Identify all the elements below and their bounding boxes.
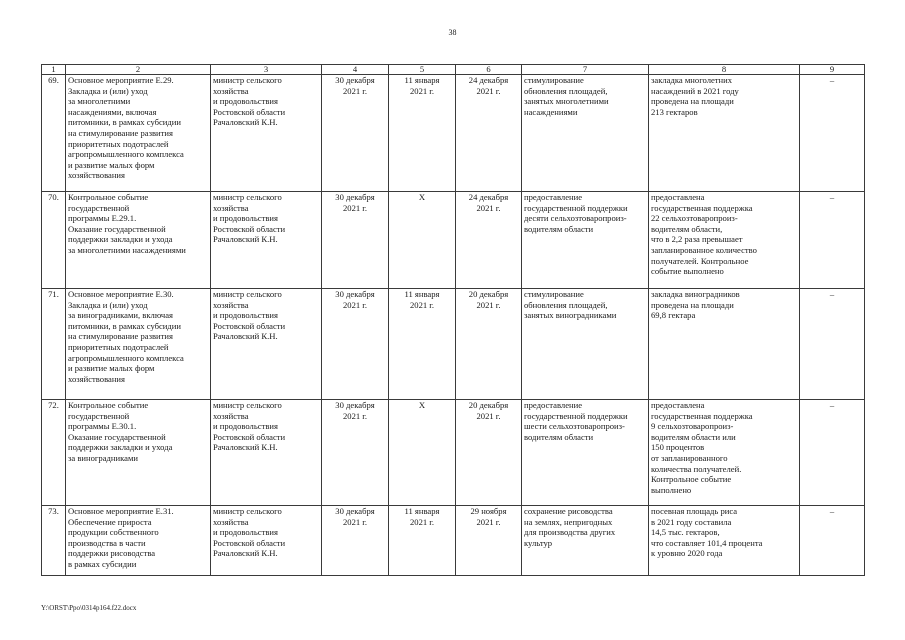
cell-line: приоритетных подотраслей xyxy=(68,341,169,352)
cell-line: 2021 г. xyxy=(476,202,501,213)
cell-line: проведена на площади xyxy=(651,96,734,107)
cell-line: 2021 г. xyxy=(409,85,435,96)
cell-line: событие выполнено xyxy=(651,266,724,277)
cell-line: 213 гектаров xyxy=(651,106,698,117)
cell-line: 30 декабря xyxy=(335,75,375,85)
responsible-cell xyxy=(211,506,322,576)
cell-line: государственной поддержки xyxy=(524,410,628,421)
cell-line: хозяйства xyxy=(213,85,249,96)
plan-end-date-cell xyxy=(389,506,456,576)
cell-line: Закладка и (или) уход xyxy=(68,299,148,310)
cell-line: от запланированного xyxy=(651,452,728,463)
cell-line: 2021 г. xyxy=(409,299,435,310)
col-header-6: 6 xyxy=(456,65,522,75)
cell-line: за виноградниками, включая xyxy=(68,310,174,321)
cell-line: предоставлена xyxy=(651,400,705,410)
cell-line: Ростовской области xyxy=(213,537,286,548)
cell-line: 11 января xyxy=(404,289,440,299)
cell-line: 30 декабря xyxy=(335,506,375,516)
cell-line: 9 сельхозтоваропроиз- xyxy=(651,421,734,432)
cell-line: водителям области или xyxy=(651,431,736,442)
col-header-4: 4 xyxy=(322,65,389,75)
plan-end-date-cell xyxy=(389,192,456,289)
note-cell: – xyxy=(800,400,865,506)
page-number: 38 xyxy=(448,28,457,37)
cell-line: поддержки закладки и ухода xyxy=(68,442,173,453)
note-cell: – xyxy=(800,192,865,289)
cell-line: стимулирование xyxy=(524,289,584,299)
cell-line: 69,8 гектара xyxy=(651,310,696,321)
actual-result-cell xyxy=(649,75,800,192)
responsible-cell xyxy=(211,75,322,192)
cell-line: обновления площадей, xyxy=(524,299,608,310)
cell-line: за многолетними xyxy=(68,96,131,107)
event-cell xyxy=(66,400,211,506)
col-header-7: 7 xyxy=(522,65,649,75)
cell-line: 2021 г. xyxy=(476,299,501,310)
cell-line: приоритетных подотраслей xyxy=(68,138,169,149)
cell-line: Контрольное событие xyxy=(651,474,732,485)
event-cell xyxy=(66,289,211,400)
cell-line: 2021 г. xyxy=(342,299,368,310)
cell-line: Ростовской области xyxy=(213,106,286,117)
cell-line: и продовольствия xyxy=(213,96,278,107)
row-number: 73. xyxy=(42,506,66,576)
cell-line: закладка многолетних xyxy=(651,75,733,85)
header-row xyxy=(42,65,865,75)
cell-line: и продовольствия xyxy=(213,527,278,538)
cell-line: Рачаловский К.Н. xyxy=(213,117,278,128)
cell-line: предоставлена xyxy=(651,192,705,202)
cell-line: государственной xyxy=(68,202,130,213)
cell-line: Основное мероприятие Е.31. xyxy=(68,506,174,516)
cell-line: получателей. Контрольное xyxy=(651,255,749,266)
start-date-cell xyxy=(322,192,389,289)
cell-line: 2021 г. xyxy=(342,202,368,213)
cell-line: Закладка и (или) уход xyxy=(68,85,148,96)
plan-end-date-cell xyxy=(389,289,456,400)
cell-line: 30 декабря xyxy=(335,289,375,299)
cell-line: 2021 г. xyxy=(409,516,435,527)
cell-line: и развитие малых форм xyxy=(68,363,155,374)
note-cell: – xyxy=(800,75,865,192)
cell-line: государственной xyxy=(68,410,130,421)
start-date-cell xyxy=(322,506,389,576)
cell-line: выполнено xyxy=(651,484,692,495)
cell-line: насаждениями xyxy=(524,106,578,117)
cell-line: 20 декабря xyxy=(468,289,509,299)
cell-line: питомники, в рамках субсидии xyxy=(68,117,181,128)
col-header-1: 1 xyxy=(42,65,66,75)
table-body xyxy=(42,75,865,576)
cell-line: хозяйствования xyxy=(68,170,125,181)
cell-line: Обеспечение прироста xyxy=(68,516,152,527)
col-header-5: 5 xyxy=(389,65,456,75)
cell-line: Контрольное событие xyxy=(68,400,149,410)
cell-line: поддержки рисоводства xyxy=(68,548,156,559)
plan-end-date-cell xyxy=(389,75,456,192)
cell-line: министр сельского xyxy=(213,75,282,85)
event-cell xyxy=(66,75,211,192)
cell-line: Х xyxy=(418,192,426,202)
fact-end-date-cell xyxy=(456,75,522,192)
cell-line: 24 декабря xyxy=(468,192,509,202)
cell-line: на стимулирование развития xyxy=(68,127,173,138)
table-row xyxy=(42,506,865,576)
table-row xyxy=(42,192,865,289)
col-header-8: 8 xyxy=(649,65,800,75)
responsible-cell xyxy=(211,400,322,506)
cell-line: Контрольное событие xyxy=(68,192,149,202)
event-cell xyxy=(66,192,211,289)
cell-line: что в 2,2 раза превышает xyxy=(651,234,743,245)
actual-result-cell xyxy=(649,400,800,506)
cell-line: и продовольствия xyxy=(213,310,278,321)
cell-line: государственная поддержка xyxy=(651,202,753,213)
cell-line: в рамках субсидии xyxy=(68,558,137,569)
cell-line: десяти сельхозтоваропроиз- xyxy=(524,213,627,224)
cell-line: Ростовской области xyxy=(213,320,286,331)
cell-line: 2021 г. xyxy=(342,85,368,96)
cell-line: хозяйства xyxy=(213,202,249,213)
row-number: 70. xyxy=(42,192,66,289)
col-header-9: 9 xyxy=(800,65,865,75)
fact-end-date-cell xyxy=(456,506,522,576)
planned-result-cell xyxy=(522,192,649,289)
cell-line: хозяйствования xyxy=(68,373,125,384)
cell-line: насаждениями, включая xyxy=(68,106,157,117)
start-date-cell xyxy=(322,289,389,400)
cell-line: за многолетними насаждениями xyxy=(68,244,186,255)
cell-line: водителям области xyxy=(524,431,594,442)
cell-line: обновления площадей, xyxy=(524,85,608,96)
cell-line: Оказание государственной xyxy=(68,223,166,234)
row-number: 69. xyxy=(42,75,66,192)
cell-line: 2021 г. xyxy=(342,516,368,527)
cell-line: 2021 г. xyxy=(476,410,501,421)
fact-end-date-cell xyxy=(456,192,522,289)
cell-line: Рачаловский К.Н. xyxy=(213,442,278,453)
planned-result-cell xyxy=(522,400,649,506)
event-cell xyxy=(66,506,211,576)
responsible-cell xyxy=(211,289,322,400)
actual-result-cell xyxy=(649,289,800,400)
cell-line: в 2021 году составила xyxy=(651,516,732,527)
cell-line: количества получателей. xyxy=(651,463,742,474)
report-table xyxy=(41,64,865,576)
cell-line: насаждений в 2021 году xyxy=(651,85,739,96)
responsible-cell xyxy=(211,192,322,289)
cell-line: сохранение рисоводства xyxy=(524,506,613,516)
cell-line: 2021 г. xyxy=(342,410,368,421)
table-row xyxy=(42,75,865,192)
cell-line: 2021 г. xyxy=(476,516,501,527)
cell-line: шести сельхозтоваропроиз- xyxy=(524,421,625,432)
planned-result-cell xyxy=(522,289,649,400)
cell-line: хозяйства xyxy=(213,516,249,527)
cell-line: Основное мероприятие Е.30. xyxy=(68,289,174,299)
actual-result-cell xyxy=(649,506,800,576)
start-date-cell xyxy=(322,400,389,506)
note-cell: – xyxy=(800,289,865,400)
cell-line: министр сельского xyxy=(213,289,282,299)
cell-line: запланированное количество xyxy=(651,244,757,255)
planned-result-cell xyxy=(522,75,649,192)
planned-result-cell xyxy=(522,506,649,576)
cell-line: предоставление xyxy=(524,192,583,202)
cell-line: 14,5 тыс. гектаров, xyxy=(651,527,720,538)
cell-line: Оказание государственной xyxy=(68,431,166,442)
cell-line: стимулирование xyxy=(524,75,584,85)
fact-end-date-cell xyxy=(456,289,522,400)
cell-line: Рачаловский К.Н. xyxy=(213,331,278,342)
cell-line: Ростовской области xyxy=(213,431,286,442)
cell-line: водителям области xyxy=(524,223,594,234)
cell-line: государственная поддержка xyxy=(651,410,753,421)
cell-line: 24 декабря xyxy=(468,75,509,85)
cell-line: и продовольствия xyxy=(213,421,278,432)
cell-line: для производства других xyxy=(524,527,616,538)
cell-line: министр сельского xyxy=(213,192,282,202)
cell-line: за виноградниками xyxy=(68,452,139,463)
cell-line: 2021 г. xyxy=(476,85,501,96)
col-header-3: 3 xyxy=(211,65,322,75)
cell-line: агропромышленного комплекса xyxy=(68,149,184,160)
cell-line: Ростовской области xyxy=(213,223,286,234)
cell-line: занятых виноградниками xyxy=(524,310,617,321)
cell-line: 22 сельхозтоваропроиз- xyxy=(651,213,738,224)
plan-end-date-cell xyxy=(389,400,456,506)
table-row xyxy=(42,289,865,400)
cell-line: продукции собственного xyxy=(68,527,159,538)
cell-line: и продовольствия xyxy=(213,213,278,224)
table-row xyxy=(42,400,865,506)
file-path-footer: Y:\ORST\Ppo\0314p164.f22.docx xyxy=(41,604,137,612)
cell-line: хозяйства xyxy=(213,299,249,310)
cell-line: и развитие малых форм xyxy=(68,159,155,170)
cell-line: 29 ноября xyxy=(470,506,507,516)
cell-line: производства в части xyxy=(68,537,146,548)
cell-line: 20 декабря xyxy=(468,400,509,410)
cell-line: 11 января xyxy=(404,75,440,85)
cell-line: закладка виноградников xyxy=(651,289,740,299)
cell-line: что составляет 101,4 процента xyxy=(651,537,763,548)
cell-line: министр сельского xyxy=(213,400,282,410)
actual-result-cell xyxy=(649,192,800,289)
row-number: 72. xyxy=(42,400,66,506)
cell-line: проведена на площади xyxy=(651,299,734,310)
cell-line: министр сельского xyxy=(213,506,282,516)
cell-line: программы Е.29.1. xyxy=(68,213,137,224)
cell-line: на землях, непригодных xyxy=(524,516,613,527)
cell-line: Основное мероприятие Е.29. xyxy=(68,75,174,85)
cell-line: питомники, в рамках субсидии xyxy=(68,320,181,331)
cell-line: Х xyxy=(418,400,426,410)
cell-line: Рачаловский К.Н. xyxy=(213,548,278,559)
cell-line: предоставление xyxy=(524,400,583,410)
cell-line: посевная площадь риса xyxy=(651,506,738,516)
cell-line: 30 декабря xyxy=(335,192,375,202)
cell-line: занятых многолетними xyxy=(524,96,609,107)
fact-end-date-cell xyxy=(456,400,522,506)
cell-line: хозяйства xyxy=(213,410,249,421)
cell-line: поддержки закладки и ухода xyxy=(68,234,173,245)
cell-line: к уровню 2020 года xyxy=(651,548,723,559)
note-cell: – xyxy=(800,506,865,576)
row-number: 71. xyxy=(42,289,66,400)
cell-line: программы Е.30.1. xyxy=(68,421,137,432)
col-header-2: 2 xyxy=(66,65,211,75)
cell-line: Рачаловский К.Н. xyxy=(213,234,278,245)
cell-line: на стимулирование развития xyxy=(68,331,173,342)
cell-line: водителям области, xyxy=(651,223,723,234)
cell-line: 30 декабря xyxy=(335,400,375,410)
cell-line: агропромышленного комплекса xyxy=(68,352,184,363)
cell-line: культур xyxy=(524,537,553,548)
cell-line: 150 процентов xyxy=(651,442,705,453)
start-date-cell xyxy=(322,75,389,192)
cell-line: 11 января xyxy=(404,506,440,516)
cell-line: государственной поддержки xyxy=(524,202,628,213)
